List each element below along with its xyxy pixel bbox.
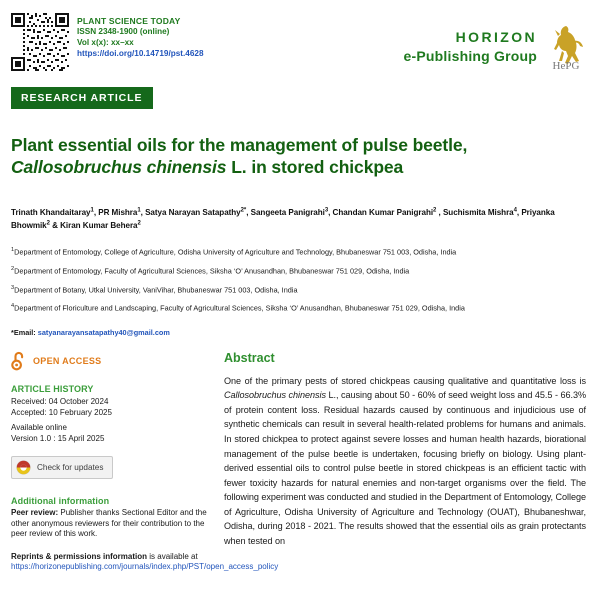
peer-review-label: Peer review:: [11, 508, 59, 518]
title-species: Callosobruchus chinensis: [11, 157, 227, 178]
open-lock-icon: [11, 351, 27, 371]
affiliation-marker: 2: [11, 265, 15, 272]
abstract-part-1: One of the primary pests of stored chickpeas causing qualitative and quantitative loss is: [224, 375, 586, 386]
crossmark-icon: [16, 460, 31, 475]
author-name: Kiran Kumar Behera: [60, 221, 138, 231]
affiliation-list: [0, 232, 600, 313]
email-address[interactable]: satyanarayansatapathy40@gmail.com: [37, 327, 170, 337]
author-name: Priyanka Bhowmik: [11, 207, 555, 231]
hepg-logo-text: HePG: [552, 60, 580, 71]
affiliation-text: Department of Floriculture and Landscaping, Faculty of Agricultural Sciences, Siksha ‘O’ Anusandhan, Bhubaneswar 751 029, Odisha, India: [14, 303, 465, 313]
author-affil-marker: 2: [46, 220, 50, 227]
author-name: Sangeeta Panigrahi: [250, 207, 325, 217]
affiliation-text: Department of Botany, Utkal University, VaniVihar, Bhubaneswar 751 003, Odisha, India: [14, 284, 298, 294]
article-type-badge: RESEARCH ARTICLE: [11, 87, 153, 109]
author-name: Trinath Khandaitaray: [11, 207, 91, 217]
history-available: Available online: [11, 422, 67, 432]
affiliation-item: [11, 247, 586, 257]
reprints-label: Reprints & permissions information: [11, 551, 148, 561]
abstract-species: Callosobruchus chinensis: [224, 390, 326, 401]
author-affil-marker: 1: [137, 207, 141, 214]
author-affil-marker: 1: [90, 207, 94, 214]
article-history-heading: ARTICLE HISTORY: [11, 383, 94, 394]
peer-review-text: Publisher thanks Sectional Editor and the other anonymous reviewers for their contribution to the peer review of this work.: [11, 508, 207, 539]
publisher-name: HORIZON: [455, 29, 537, 46]
reprints-note: [11, 551, 279, 573]
additional-information-heading: Additional information: [11, 496, 110, 507]
author-affil-marker: 2*: [240, 207, 247, 214]
author-affil-marker: 2: [433, 207, 437, 214]
history-version: Version 1.0 : 15 April 2025: [11, 433, 105, 443]
griffin-logo-icon: [546, 23, 586, 71]
masthead: [0, 0, 600, 78]
affiliation-item: [11, 303, 586, 313]
author-affil-marker: 3: [324, 207, 329, 214]
author-name: Chandan Kumar Panigrahi: [332, 207, 434, 217]
correspondence-email: [0, 322, 600, 337]
history-received: Received: 04 October 2024: [11, 396, 109, 406]
affiliation-text: Department of Entomology, Faculty of Agricultural Sciences, Siksha ‘O’ Anusandhan, Bhubaneswar 751 029, Odisha, India: [14, 266, 410, 276]
affiliation-text: Department of Entomology, College of Agriculture, Odisha University of Agriculture and Technology, Bhubaneswar 751 003, Odisha, India: [14, 247, 457, 257]
publisher-subtitle: e-Publishing Group: [403, 48, 537, 64]
affiliation-marker: 1: [11, 247, 15, 254]
open-access-badge[interactable]: [11, 351, 207, 371]
peer-review-note: [11, 508, 207, 540]
author-name: PR Mishra: [98, 207, 138, 217]
author-affil-marker: 2: [137, 220, 141, 227]
open-access-label: OPEN ACCESS: [33, 355, 102, 366]
abstract-heading: Abstract: [224, 350, 275, 365]
title-line-1: Plant essential oils for the management of pulse beetle,: [11, 134, 468, 155]
history-accepted: Accepted: 10 February 2025: [11, 408, 112, 418]
additional-information-block: [11, 496, 279, 573]
banner-row: [0, 78, 600, 109]
article-history-body: [11, 396, 207, 444]
journal-identity: [77, 13, 204, 60]
reprints-url-link[interactable]: https://horizonepublishing.com/journals/index.php/PST/open_access_policy: [11, 562, 279, 572]
affiliation-item: [11, 266, 586, 276]
publisher-block: [404, 13, 586, 71]
check-for-updates-button[interactable]: [11, 456, 113, 479]
journal-volume: Vol x(x): xx–xx: [77, 38, 134, 48]
email-label: Email:: [13, 327, 38, 337]
doi-link[interactable]: https://doi.org/10.14719/pst.4628: [77, 48, 204, 58]
author-name: Suchismita Mishra: [442, 207, 514, 217]
abstract-text: [224, 374, 586, 549]
journal-title: PLANT SCIENCE TODAY: [77, 16, 181, 26]
author-name: Satya Narayan Satapathy: [145, 207, 241, 217]
corresponding-author-marker: *: [11, 327, 14, 337]
title-line-2-tail: L. in stored chickpea: [226, 157, 404, 178]
affiliation-marker: 3: [11, 284, 15, 291]
reprints-text: is available at: [147, 551, 198, 561]
qr-code-icon: [11, 13, 69, 71]
journal-issn: ISSN 2348-1900 (online): [77, 27, 170, 37]
abstract-part-2: L., causing about 50 - 60% of seed weight loss and 45.5 - 66.3% of protein content loss. Residual hazards caused by continuous and injudicious use of synthetic chemicals can result in several health-related problems for humans and animals. In stored chickpea to protect against severe losses and human health hazards, biorational management of the pulse beetle is undertaken, focusing briefly on biology. Using plant-derived essential oils to control pulse beetle in stored chickpeas is an efficient tactic with fewer toxicity hazards for natural enemies and non-target organisms over the field. The following experiment was conducted and studied in the Department of Entomology, College of Agriculture, Odisha University of Agriculture and Technology (OUAT), Bhubaneshwar, Odisha, during 2018 - 2021. The results showed that the essential oils as grain protectants when tested on: [224, 390, 586, 546]
check-for-updates-label: Check for updates: [37, 463, 104, 473]
author-affil-marker: 4: [513, 207, 517, 214]
affiliation-marker: 4: [11, 303, 15, 310]
abstract-column: [207, 351, 586, 573]
affiliation-item: [11, 285, 586, 295]
page-title: [0, 121, 600, 180]
content-columns: [0, 337, 600, 573]
author-list: Trinath Khandaitaray$^1$, PR Mishra$^1$, Satya Narayan Satapathy$^{2*}$, Sangeeta Panigrahi$^3$, Chandan Kumar Panigrahi$^2$ , Suchismita Mishra$^4$, Priyanka Bhowmik$^2$ & Kiran Kumar Behera$^2$: [11, 207, 555, 231]
